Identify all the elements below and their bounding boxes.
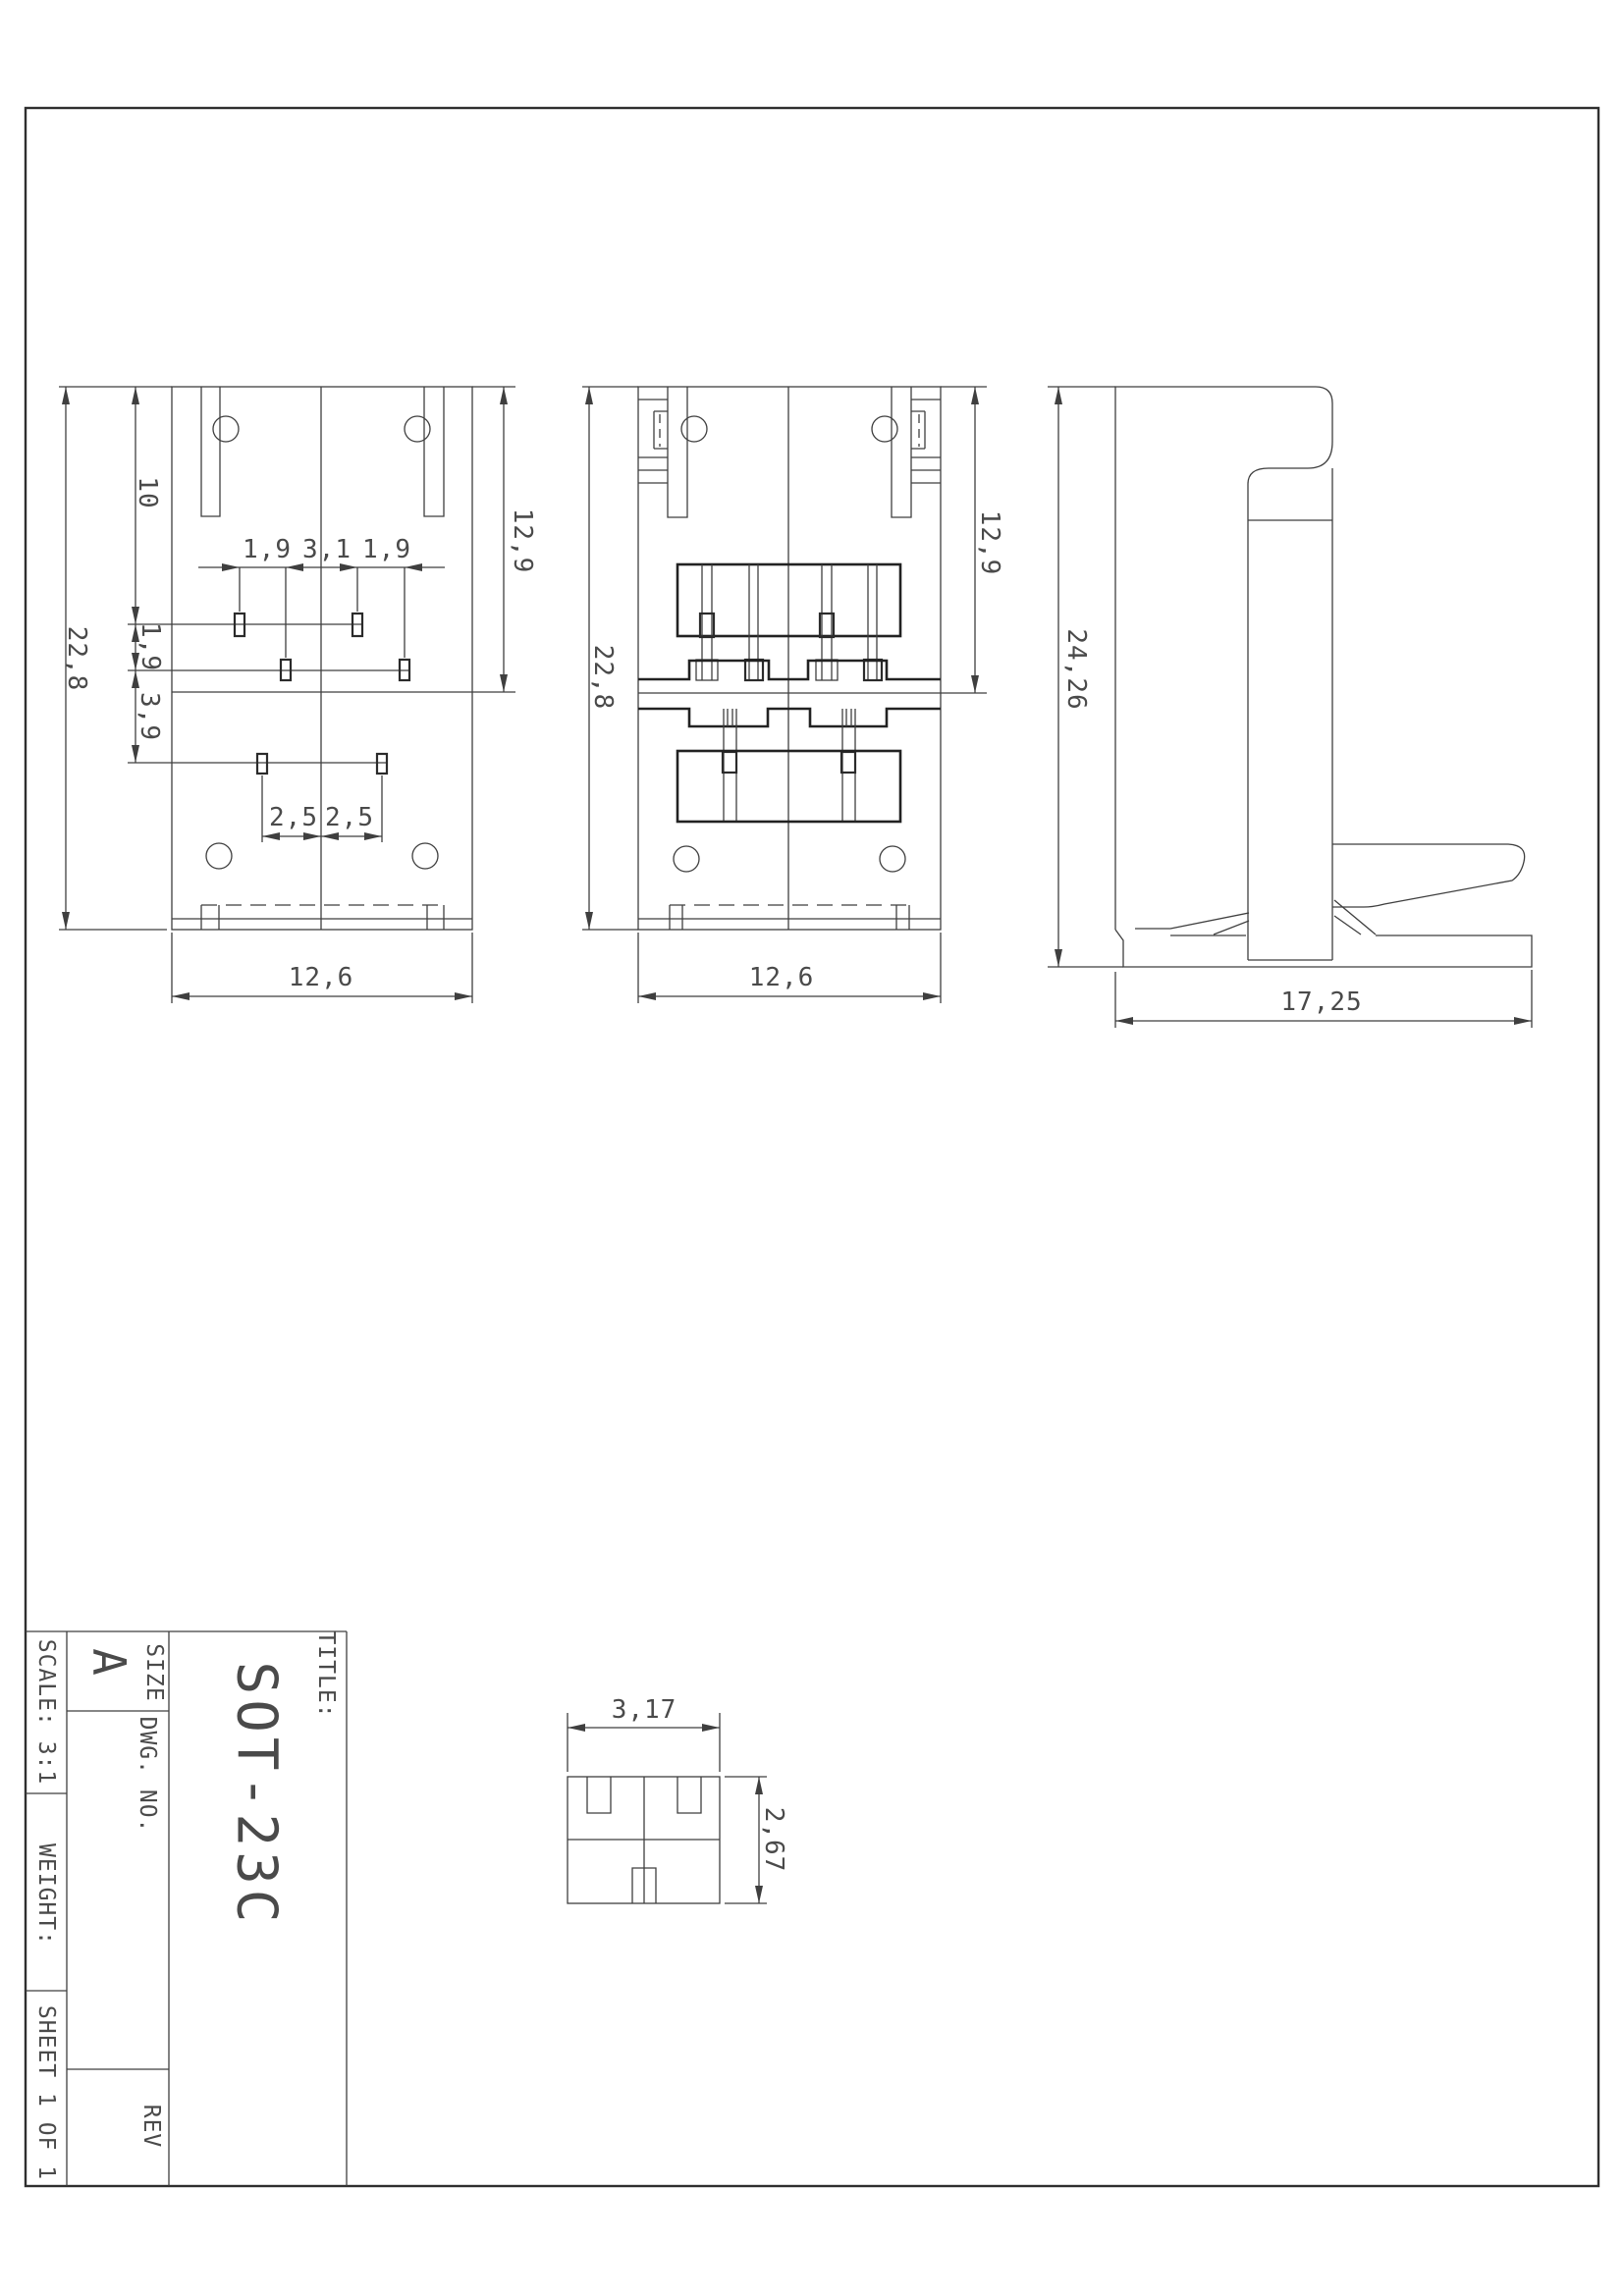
dim-front-overall-width: 12,6 (288, 963, 354, 992)
dim-front-slot-depth: 10 (133, 476, 162, 509)
scale-label: SCALE: 3:1 (33, 1638, 59, 1786)
dim-side-overall-height: 24,26 (1061, 628, 1091, 711)
dim-detail-width: 3,17 (611, 1695, 677, 1725)
dim-front-upper-height: 12,9 (508, 507, 537, 574)
dim-front-pad-spacing-1: 1,9 (243, 535, 292, 564)
detail-view (568, 1713, 767, 1903)
dim-front-row2-offset: 3,9 (135, 692, 164, 741)
dim-front-row1-offset: 1,9 (135, 622, 165, 671)
rev-label: REV (138, 2104, 164, 2149)
sheet-label: SHEET 1 OF 1 (33, 2004, 59, 2181)
size-value: A (82, 1648, 135, 1676)
rear-view (582, 387, 987, 1003)
size-label: SIZE (141, 1643, 167, 1702)
dwg-no-label: DWG. NO. (135, 1716, 160, 1834)
dim-side-overall-depth: 17,25 (1280, 988, 1363, 1017)
drawing-title: SOT-23C (224, 1661, 289, 1928)
weight-label: WEIGHT: (33, 1843, 59, 1946)
dim-front-lower-pad-spacing-2: 2,5 (325, 803, 374, 832)
dim-detail-height: 2,67 (759, 1806, 788, 1873)
side-view (1048, 387, 1532, 1028)
dim-front-pad-spacing-2: 3,1 (302, 535, 352, 564)
title-label: TITLE: (313, 1630, 339, 1719)
dim-rear-upper-height: 12,9 (975, 509, 1004, 576)
front-view (59, 387, 515, 1003)
dim-front-pad-spacing-3: 1,9 (362, 535, 411, 564)
dim-front-overall-height: 22,8 (62, 625, 91, 692)
dim-front-lower-pad-spacing-1: 2,5 (269, 803, 318, 832)
dim-rear-overall-width: 12,6 (748, 963, 815, 992)
title-block-grid (26, 1631, 347, 2186)
dim-rear-overall-height: 22,8 (588, 644, 618, 711)
